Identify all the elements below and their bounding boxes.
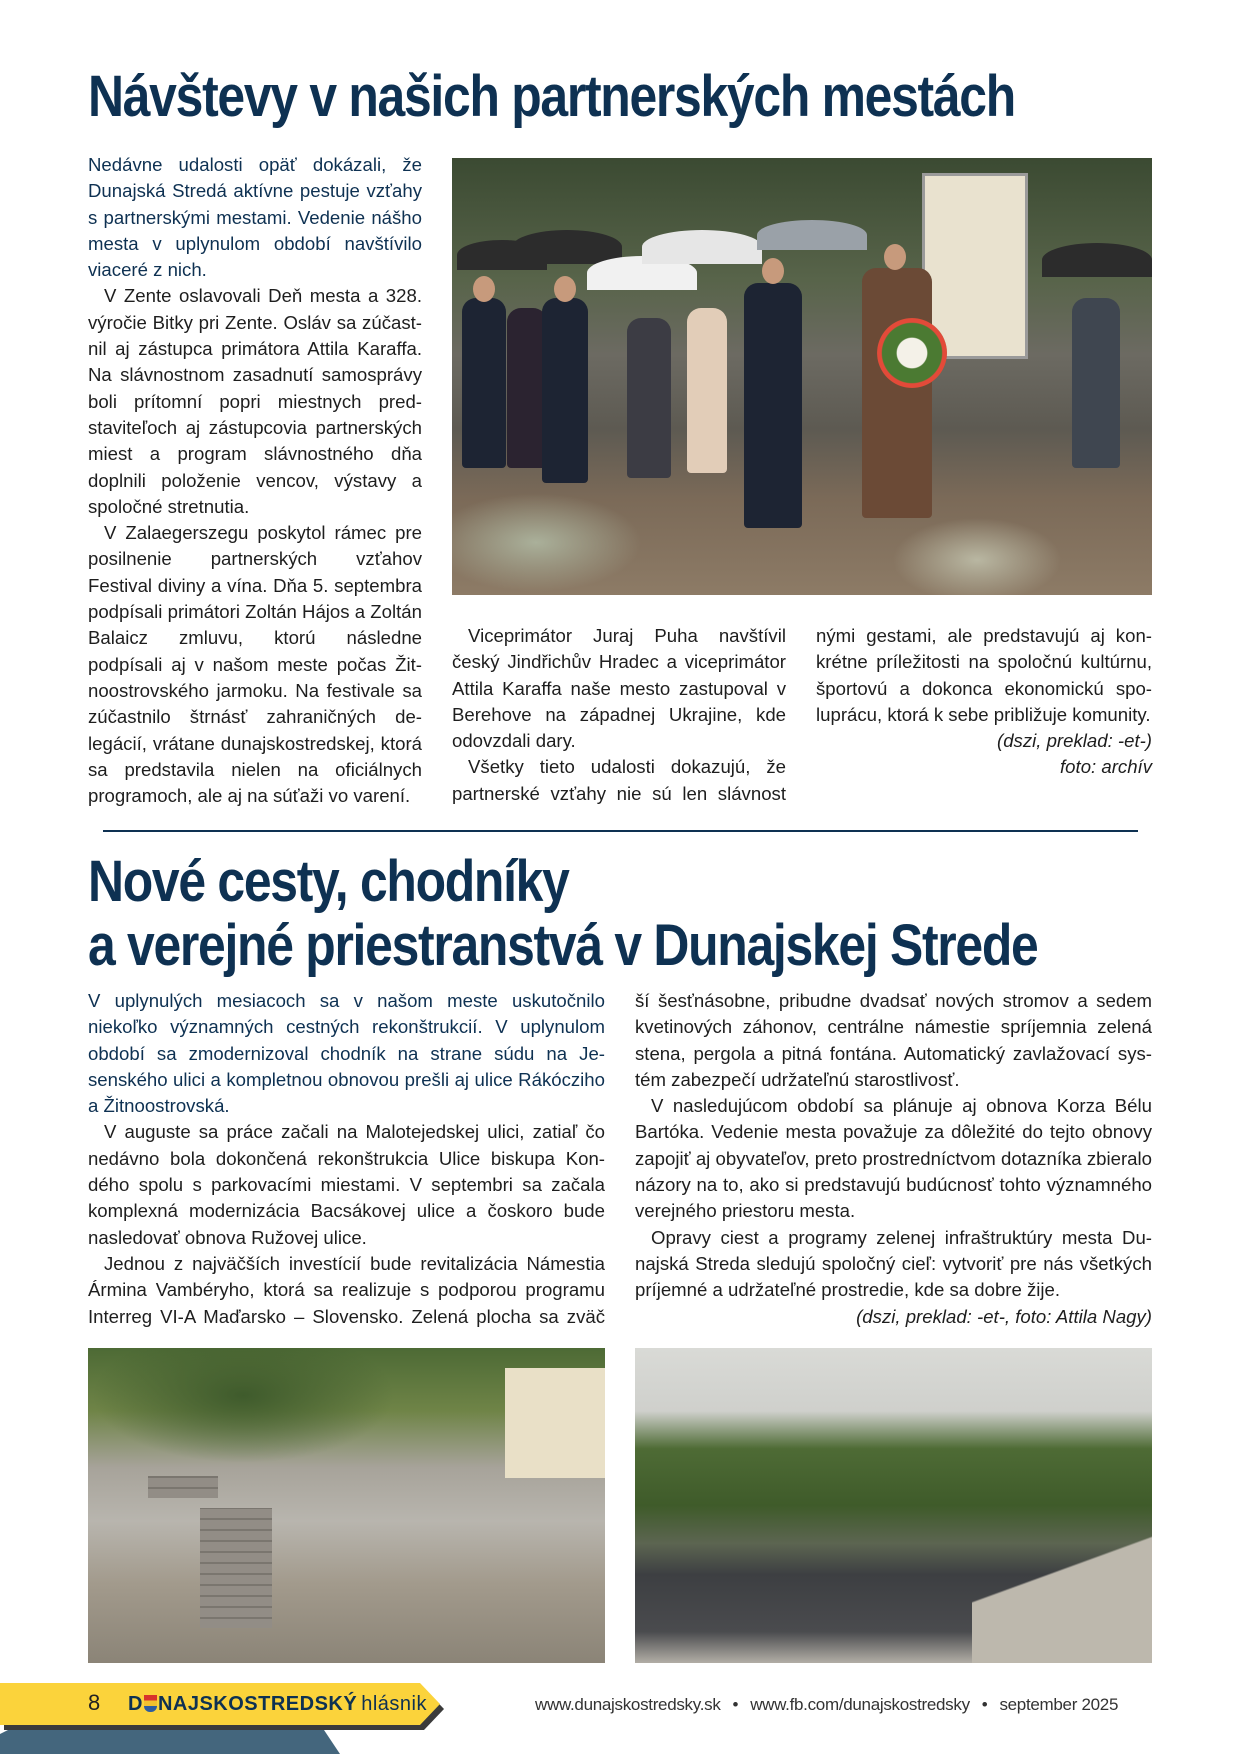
publication-logo — [128, 1690, 427, 1718]
logo-text-main: NAJSKOSTREDSKÝ — [157, 1693, 358, 1715]
head — [473, 276, 495, 302]
article2-photo-road — [635, 1348, 1152, 1663]
article2-paragraph: V nasledujúcom období sa plánuje aj obnova Korza Bélu Bartóka. Vedenie mesta považuje za dôležité do tejto obnovy zapojiť aj obyvateľov, preto prostredníctvom dotazníka zbieralo názory na to, ako si predstavujú budúcnosť tohto významného verejného priestoru mesta. — [635, 1095, 1152, 1222]
section-divider — [103, 830, 1138, 832]
separator: • — [732, 1695, 739, 1714]
person — [542, 298, 588, 483]
article1-paragraph: Viceprimátor Juraj Puha navštívil český Jindřichův Hradec a viceprimátor Attila Karaffa naše mesto zastupoval v Berehove na západnej Ukrajine, kde odovzdali dary. — [452, 625, 786, 752]
issue-date: september 2025 — [999, 1695, 1119, 1714]
person — [1072, 298, 1120, 468]
person — [462, 298, 506, 468]
article2-lead: V uplynulých mesiacoch sa v našom meste uskutočnilo niekoľko významných cestných rekonštrukcií. V uplynulom období sa zmodernizoval chodník na strane súdu na Jesenského ulici a kompletnou obnovou prešli aj ulice Rákócziho a Žitnoostrovská. — [88, 990, 605, 1117]
article1-column-left — [88, 152, 422, 809]
logo-subtitle: hlásnik — [361, 1693, 427, 1715]
article2-column-right — [635, 988, 1152, 1330]
person — [507, 308, 547, 468]
facebook-link[interactable]: www.fb.com/dunajskostredsky — [750, 1695, 970, 1714]
head — [762, 258, 784, 284]
wreath — [877, 318, 947, 388]
logo-text-start: D — [128, 1693, 143, 1715]
website-link[interactable]: www.dunajskostredsky.sk — [535, 1695, 721, 1714]
article2-paragraph: Opravy ciest a programy zelenej infraštruktúry mesta Dunajská Streda sledujú spoločný cieľ: vytvoriť pre nás všetkých príjemné a udržateľné prostredie, kde sa dobre žije. — [635, 1226, 1152, 1301]
person — [862, 268, 932, 518]
umbrella — [642, 230, 762, 264]
umbrella — [512, 230, 622, 264]
coat-of-arms-icon — [144, 1695, 157, 1712]
umbrella — [1042, 243, 1152, 277]
article1-credit: (dszi, preklad: -et-) — [997, 730, 1152, 752]
person — [744, 283, 802, 528]
article1-title: Návštevy v našich partnerských mestách — [88, 64, 1015, 129]
article2-title — [88, 850, 1037, 978]
article1-photo — [452, 158, 1152, 595]
building — [505, 1368, 605, 1478]
article2-photo-paving — [88, 1348, 605, 1663]
article2-credit: (dszi, preklad: -et-, foto: Attila Nagy) — [856, 1305, 1152, 1327]
paving-pallet — [200, 1508, 272, 1628]
article1-column-middle — [452, 623, 786, 807]
article1-photo-credit: foto: archív — [1060, 756, 1152, 778]
footer-links — [535, 1693, 1118, 1717]
article1-lead: Nedávne udalosti opäť dokázali, že Dunajská Stredá aktívne pestuje vzťahy s partnerskými mestami. Vedenie nášho mesta v uplynulom období navštívilo viaceré z nich. — [88, 154, 422, 281]
person — [687, 308, 727, 473]
article2-column-left — [88, 988, 605, 1330]
article1-paragraph: Všetky tieto udalosti dokazujú, že partnerské vzťahy nie sú len slávnost — [452, 756, 786, 804]
article2-paragraph: Jednou z najväčších investícií bude revitalizácia Námestia Ármina Vambéryho, ktorá sa realizuje s podporou programu Interreg VI-A Maďarsko – Slovensko. Zelená plocha sa zväč — [88, 1252, 605, 1327]
article2-paragraph: ší šesťnásobne, pribudne dvadsať nových stromov a sedem kvetinových záhonov, centrálne námestie spríjemnia zelená stena, pergola a pitná fontána. Automatický zavlažovací systém zabezpečí udržateľnú starostlivosť. — [635, 990, 1152, 1090]
paving-pallet — [148, 1476, 218, 1498]
umbrella — [757, 220, 867, 250]
page-number: 8 — [88, 1690, 101, 1715]
article1-paragraph: V Zalaegerszegu poskytol rámec pre posilnenie partnerských vzťahov Festival diviny a vína. Dňa 5. septembra podpísali primátori Zoltán Hájos a Zoltán Balaicz zmluvu, ktorú následne podpísali aj v našom meste počas Žitnoostrovského jarmoku. Na festivale sa zúčastnilo štrnásť zahraničných delegácií, vrátane dunajskostredskej, ktorá sa predstavila nielen na oficiálnych programoch, ale aj na súťaži vo varení. — [88, 522, 422, 807]
head — [554, 276, 576, 302]
sidewalk — [972, 1533, 1152, 1663]
article2-title-line2: a verejné priestranstvá v Dunajskej Strede — [88, 913, 1038, 978]
article2-title-line1: Nové cesty, chodníky — [88, 849, 569, 914]
article2-paragraph: V auguste sa práce začali na Malotejedskej ulici, zatiaľ čo nedávno bola dokončená rekonštrukcia Ulice biskupa Kondého spolu s parkovacími miestami. V septembri sa začala komplexná modernizácia Bacsákovej ulice a čoskoro bude nasledovať obnova Ružovej ulice. — [88, 1121, 605, 1248]
head — [884, 244, 906, 270]
article1-column-right — [816, 623, 1152, 781]
person — [627, 318, 671, 478]
separator: • — [981, 1695, 988, 1714]
article1-paragraph: V Zente oslavovali Deň mesta a 328. výročie Bitky pri Zente. Osláv sa zúčastnil aj zástupca primátora Attila Karaffa. Na slávnostnom zasadnutí samosprávy boli prítomní popri miestnych predstaviteľoch aj zástupcovia partnerských miest a program slávnostného dňa doplnili položenie vencov, výstavy a spoločné stretnutia. — [88, 285, 422, 517]
article1-paragraph: nými gestami, ale predstavujú aj konkrétne príležitosti na spoločnú kultúrnu, športovú a dokonca ekonomickú spoluprácu, ktorá k sebe približuje komunity. — [816, 625, 1152, 725]
